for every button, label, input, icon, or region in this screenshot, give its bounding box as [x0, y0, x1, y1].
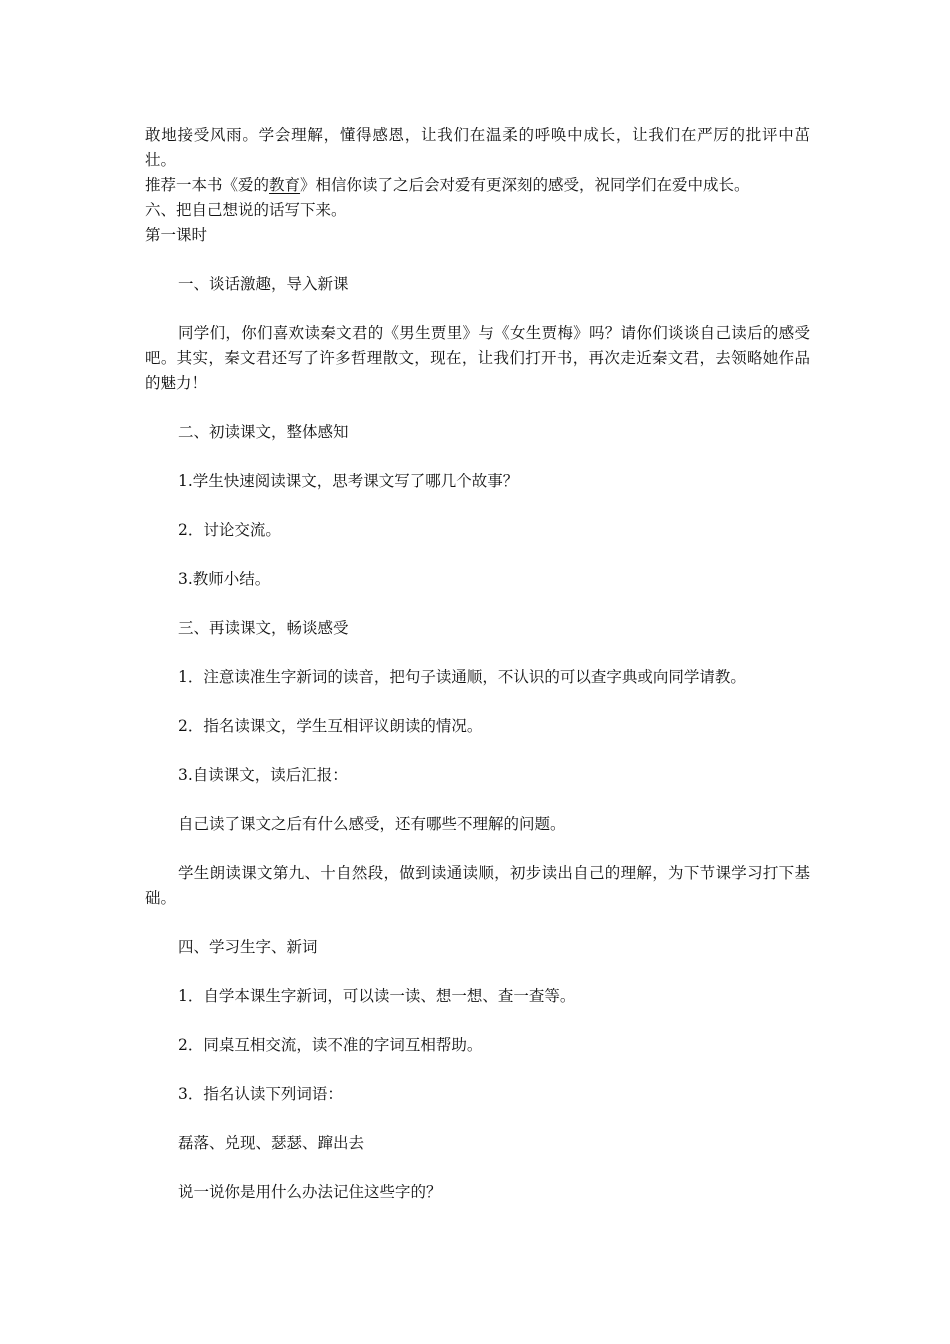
document-page	[145, 123, 810, 1205]
book-recommendation	[145, 173, 810, 198]
section-two-title: 二、初读课文，整体感知	[178, 423, 349, 441]
section-four-question: 说一说你是用什么办法记住这些字的？	[178, 1183, 442, 1201]
section-four-title: 四、学习生字、新词	[178, 938, 318, 956]
section-two-item-2: 2．讨论交流。	[178, 521, 281, 539]
section-two-item-3: 3.教师小结。	[178, 570, 271, 588]
education-link[interactable]: 教育	[269, 176, 301, 194]
lesson-title: 第一课时	[145, 226, 208, 244]
section-three-item-2: 2．指名读课文，学生互相评议朗读的情况。	[178, 717, 483, 735]
recommend-text-after: 》相信你读了之后会对爱有更深刻的感受，祝同学们在爱中成长。	[300, 176, 750, 194]
section-one-title: 一、谈话激趣，导入新课	[178, 275, 349, 293]
section-three-note-2: 学生朗读课文第九、十自然段，做到读通读顺，初步读出自己的理解，为下节课学习打下基础。	[145, 864, 810, 907]
section-four-item-3: 3．指名认读下列词语：	[178, 1085, 343, 1103]
recommend-text-before: 推荐一本书《爱的	[145, 176, 270, 194]
section-three-title: 三、再读课文，畅谈感受	[178, 619, 349, 637]
section-four-item-2: 2．同桌互相交流，读不准的字词互相帮助。	[178, 1036, 483, 1054]
section-three-item-3: 3.自读课文，读后汇报：	[178, 766, 348, 784]
section-two-item-1: 1.学生快速阅读课文，思考课文写了哪几个故事？	[178, 472, 519, 490]
section-four-words: 磊落、兑现、瑟瑟、蹿出去	[178, 1134, 365, 1152]
section-one-text: 同学们，你们喜欢读秦文君的《男生贾里》与《女生贾梅》吗？请你们谈谈自己读后的感受吧。其实，秦文君还写了许多哲理散文，现在，让我们打开书，再次走近秦文君，去领略她作品的魅力！	[145, 324, 810, 392]
section-three-note-1: 自己读了课文之后有什么感受，还有哪些不理解的问题。	[178, 815, 566, 833]
intro-paragraph: 敢地接受风雨。学会理解，懂得感恩，让我们在温柔的呼唤中成长，让我们在严厉的批评中茁壮。	[145, 126, 810, 169]
section-four-item-1: 1．自学本课生字新词，可以读一读、想一想、查一查等。	[178, 987, 576, 1005]
step-six: 六、把自己想说的话写下来。	[145, 201, 347, 219]
section-three-item-1: 1．注意读准生字新词的读音，把句子读通顺，不认识的可以查字典或向同学请教。	[178, 668, 746, 686]
